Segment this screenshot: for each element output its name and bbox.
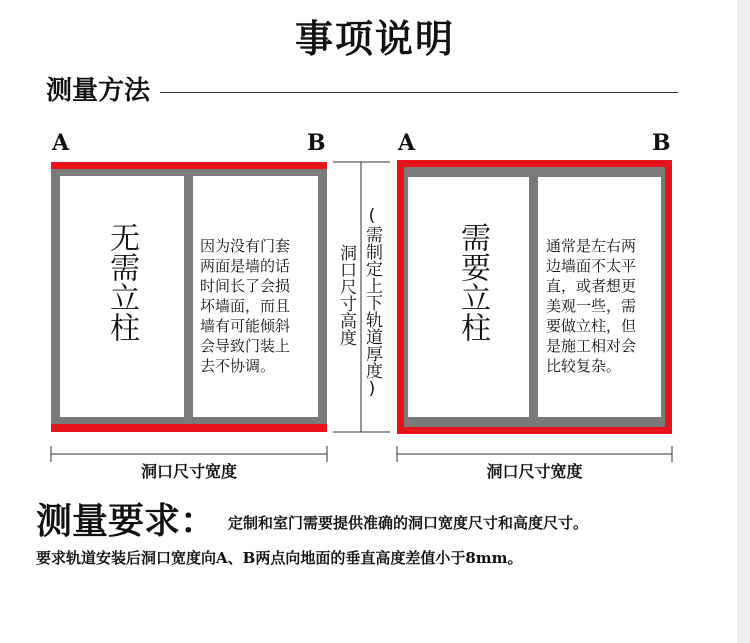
left-frame-left: [51, 169, 60, 422]
section-heading: 测量方法: [46, 76, 151, 106]
text-line: 要做立柱，但: [546, 317, 637, 335]
left-frame-bottom-gray: [51, 417, 327, 424]
left-panel-big-text: 无需立柱: [104, 222, 139, 342]
page-title: 事项说明: [294, 16, 455, 61]
requirements-line-1: 定制和室门需要提供准确的洞口宽度尺寸和高度尺寸。: [228, 514, 589, 532]
text-line: 边墙面不太平: [546, 257, 637, 275]
right-point-b-label: B: [652, 130, 671, 156]
left-panel-description: [200, 236, 318, 376]
requirements-line-2: 要求轨道安装后洞口宽度向A、B两点向地面的垂直高度差值小于8mm。: [36, 549, 523, 567]
right-panel-description: [546, 236, 664, 376]
text-line: 比较复杂。: [546, 357, 622, 375]
requirements-title: 测量要求：: [36, 500, 217, 542]
text-line: 美观一些，需: [546, 297, 637, 315]
right-panel-big-text: 需要立柱: [455, 222, 490, 342]
left-point-a-label: A: [52, 130, 70, 156]
right-width-label: 洞口尺寸宽度: [486, 462, 583, 481]
text-line: 坏墙面，而且: [200, 297, 291, 315]
text-line: 直，或者想更: [546, 277, 637, 295]
text-line: 墙有可能倾斜: [200, 317, 291, 335]
text-line: 去不协调。: [200, 357, 276, 375]
left-point-b-label: B: [307, 130, 326, 156]
height-note: (需制定上下轨道厚度): [362, 206, 382, 399]
text-line: 通常是左右两: [546, 237, 637, 255]
left-frame-right: [318, 169, 327, 422]
left-frame-top-red: [51, 162, 327, 169]
left-width-label: 洞口尺寸宽度: [140, 462, 237, 481]
text-line: 会导致门装上: [200, 337, 291, 355]
left-frame-mid: [184, 169, 193, 422]
text-line: 是施工相对会: [546, 337, 637, 355]
height-label: 洞口尺寸高度: [336, 244, 356, 346]
text-line: 时间长了会损: [200, 277, 291, 295]
right-point-a-label: A: [398, 130, 416, 156]
left-frame-bottom-red: [51, 424, 327, 432]
text-line: 因为没有门套: [200, 237, 291, 255]
text-line: 两面是墙的话: [200, 257, 291, 275]
